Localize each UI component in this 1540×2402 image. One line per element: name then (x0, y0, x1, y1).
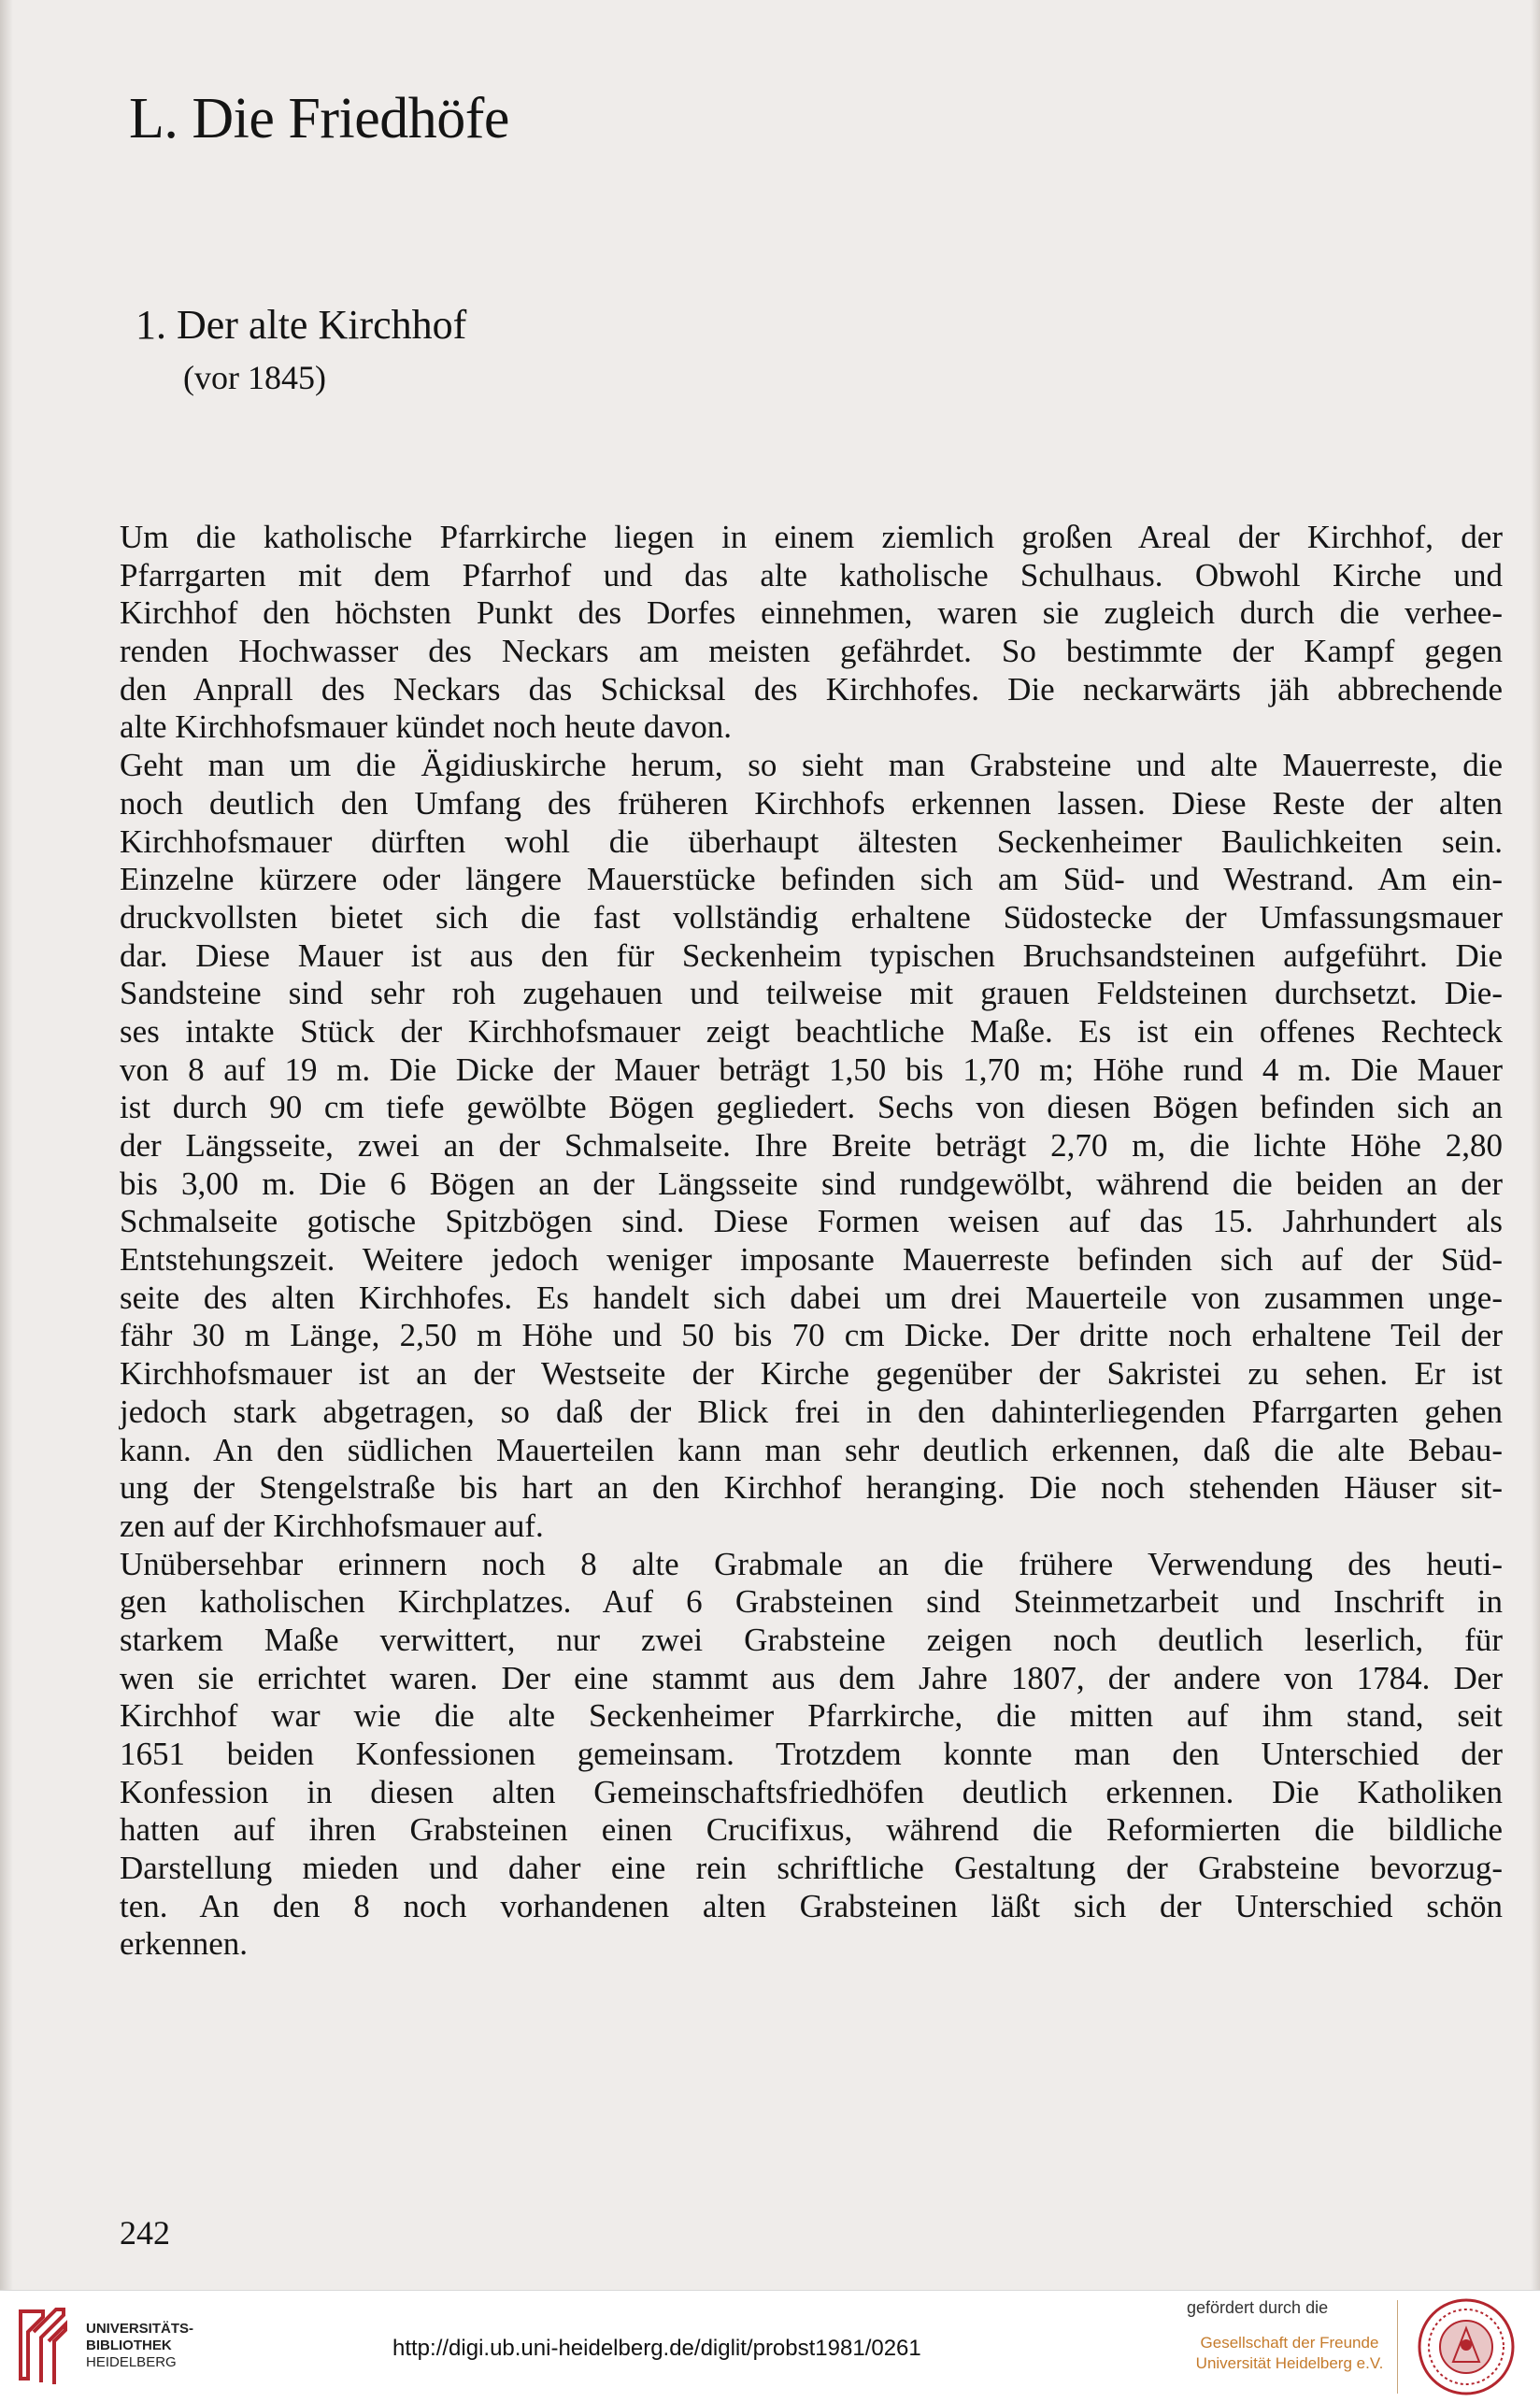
body-text-line: kann. An den südlichen Mauerteilen kann man sehr deutlich erkennen, daß die alte Bebau- (120, 1431, 1503, 1468)
body-text-line: Kirchhofsmauer ist an der Westseite der Kirche gegenüber der Sakristei zu sehen. Er ist (120, 1355, 1503, 1393)
body-text-line: der Längsseite, zwei an der Schmalseite. Ihre Breite beträgt 2,70 m, die lichte Höhe 2,80 (120, 1127, 1503, 1164)
body-text-line: Darstellung mieden und daher eine rein schriftliche Gestaltung der Grabsteine bevorzug- (120, 1850, 1503, 1887)
body-text-line: druckvollsten bietet sich die fast vollständig erhaltene Südostecke der Umfassungsmauer (120, 898, 1503, 936)
body-text-line: Schmalseite gotische Spitzbögen sind. Diese Formen weisen auf das 15. Jahrhundert als (120, 1203, 1503, 1240)
body-text-line: Unübersehbar erinnern noch 8 alte Grabmale an die frühere Verwendung des heuti- (120, 1545, 1503, 1582)
sponsor-label: gefördert durch die (1187, 2298, 1329, 2317)
sponsor-name-line-2: Universität Heidelberg e.V. (1195, 2354, 1384, 2372)
body-text-line: ten. An den 8 noch vorhandenen alten Grabsteinen läßt sich der Unterschied schön (120, 1887, 1503, 1924)
permalink-url[interactable]: http://digi.ub.uni-heidelberg.de/diglit/probst1981/0261 (392, 2336, 921, 2361)
body-text-line: gen katholischen Kirchplatzes. Auf 6 Grabsteinen sind Steinmetzarbeit und Inschrift in (120, 1583, 1503, 1621)
body-text (120, 519, 1503, 1964)
body-text-line: Um die katholische Pfarrkirche liegen in einem ziemlich großen Areal der Kirchhof, der (120, 519, 1503, 555)
body-text-line: Kirchhof den höchsten Punkt des Dorfes einnehmen, waren sie zugleich durch die verhee- (120, 594, 1503, 632)
body-text-line: ung der Stengelstraße bis hart an den Kirchhof heranging. Die noch stehenden Häuser sit- (120, 1469, 1503, 1507)
body-text-line: Pfarrgarten mit dem Pfarrhof und das alte katholische Schulhaus. Obwohl Kirche und (120, 556, 1503, 593)
body-text-line: erkennen. (120, 1925, 249, 1963)
library-name-line-3: HEIDELBERG (86, 2354, 177, 2370)
body-text-line: Entstehungszeit. Weitere jedoch weniger imposante Mauerreste befinden sich auf der Süd- (120, 1241, 1503, 1279)
university-seal-icon (1416, 2296, 1517, 2397)
body-text-line: von 8 auf 19 m. Die Dicke der Mauer beträgt 1,50 bis 1,70 m; Höhe rund 4 m. Die Mauer (120, 1051, 1503, 1088)
body-text-line: starkem Maße verwittert, nur zwei Grabsteine zeigen noch deutlich leserlich, für (120, 1621, 1503, 1658)
page-number: 242 (120, 2214, 170, 2252)
body-text-line: alte Kirchhofsmauer kündet noch heute davon. (120, 708, 733, 746)
body-text-line: seite des alten Kirchhofes. Es handelt sich dabei um drei Mauerteile von zusammen unge- (120, 1279, 1503, 1316)
body-text-line: Geht man um die Ägidiuskirche herum, so sieht man Grabsteine und alte Mauerreste, die (120, 747, 1503, 784)
library-name-line-2: BIBLIOTHEK (86, 2338, 172, 2353)
section-subtitle: (vor 1845) (183, 359, 326, 396)
body-text-line: hatten auf ihren Grabsteinen einen Crucifixus, während die Reformierten die bildliche (120, 1811, 1503, 1849)
body-text-line: ses intakte Stück der Kirchhofsmauer zeigt beachtliche Maße. Es ist ein offenes Rechteck (120, 1012, 1503, 1050)
body-text-line: dar. Diese Mauer ist aus den für Seckenheim typischen Bruchsandsteinen aufgeführt. Die (120, 936, 1503, 974)
body-text-line: Kirchhof war wie die alte Seckenheimer Pfarrkirche, die mitten auf ihm stand, seit (120, 1697, 1503, 1735)
body-text-line: bis 3,00 m. Die 6 Bögen an der Längsseite sind rundgewölbt, während die beiden an der (120, 1165, 1503, 1202)
sponsor-name-line-1: Gesellschaft der Freunde (1200, 2334, 1379, 2352)
body-text-line: Einzelne kürzere oder längere Mauerstücke befinden sich am Süd- und Westrand. Am ein- (120, 861, 1503, 898)
body-text-line: noch deutlich den Umfang des früheren Kirchhofs erkennen lassen. Diese Reste der alten (120, 784, 1503, 822)
body-text-line: 1651 beiden Konfessionen gemeinsam. Trotzdem konnte man den Unterschied der (120, 1736, 1503, 1772)
section-title: 1. Der alte Kirchhof (135, 302, 467, 348)
sponsor-divider (1397, 2300, 1398, 2394)
library-name-line-1: UNIVERSITÄTS- (86, 2321, 194, 2337)
body-text-line: Konfession in diesen alten Gemeinschaftsfriedhöfen deutlich erkennen. Die Katholiken (120, 1773, 1503, 1810)
university-library-logo-icon (15, 2304, 71, 2386)
body-text-line: fähr 30 m Länge, 2,50 m Höhe und 50 bis 70 cm Dicke. Der dritte noch erhaltene Teil der (120, 1317, 1503, 1354)
body-text-line: Sandsteine sind sehr roh zugehauen und teilweise mit grauen Feldsteinen durchsetzt. Die- (120, 975, 1503, 1012)
body-text-line: Kirchhofsmauer dürften wohl die überhaupt ältesten Seckenheimer Baulichkeiten sein. (120, 822, 1503, 860)
digitization-footer (0, 2290, 1540, 2402)
body-text-line: jedoch stark abgetragen, so daß der Blick frei in den dahinterliegenden Pfarrgarten gehen (120, 1393, 1503, 1430)
sponsor-name (1187, 2333, 1392, 2374)
body-text-line: ist durch 90 cm tiefe gewölbte Bögen gegliedert. Sechs von diesen Bögen befinden sich an (120, 1089, 1503, 1126)
university-library-name (86, 2321, 193, 2371)
body-text-line: renden Hochwasser des Neckars am meisten gefährdet. So bestimmte der Kampf gegen (120, 633, 1503, 670)
body-text-line: den Anprall des Neckars das Schicksal des Kirchhofes. Die neckarwärts jäh abbrechende (120, 670, 1503, 708)
chapter-title: L. Die Friedhöfe (129, 87, 509, 150)
body-text-line: zen auf der Kirchhofsmauer auf. (120, 1507, 544, 1544)
body-text-line: wen sie errichtet waren. Der eine stammt aus dem Jahre 1807, der andere von 1784. Der (120, 1659, 1503, 1696)
